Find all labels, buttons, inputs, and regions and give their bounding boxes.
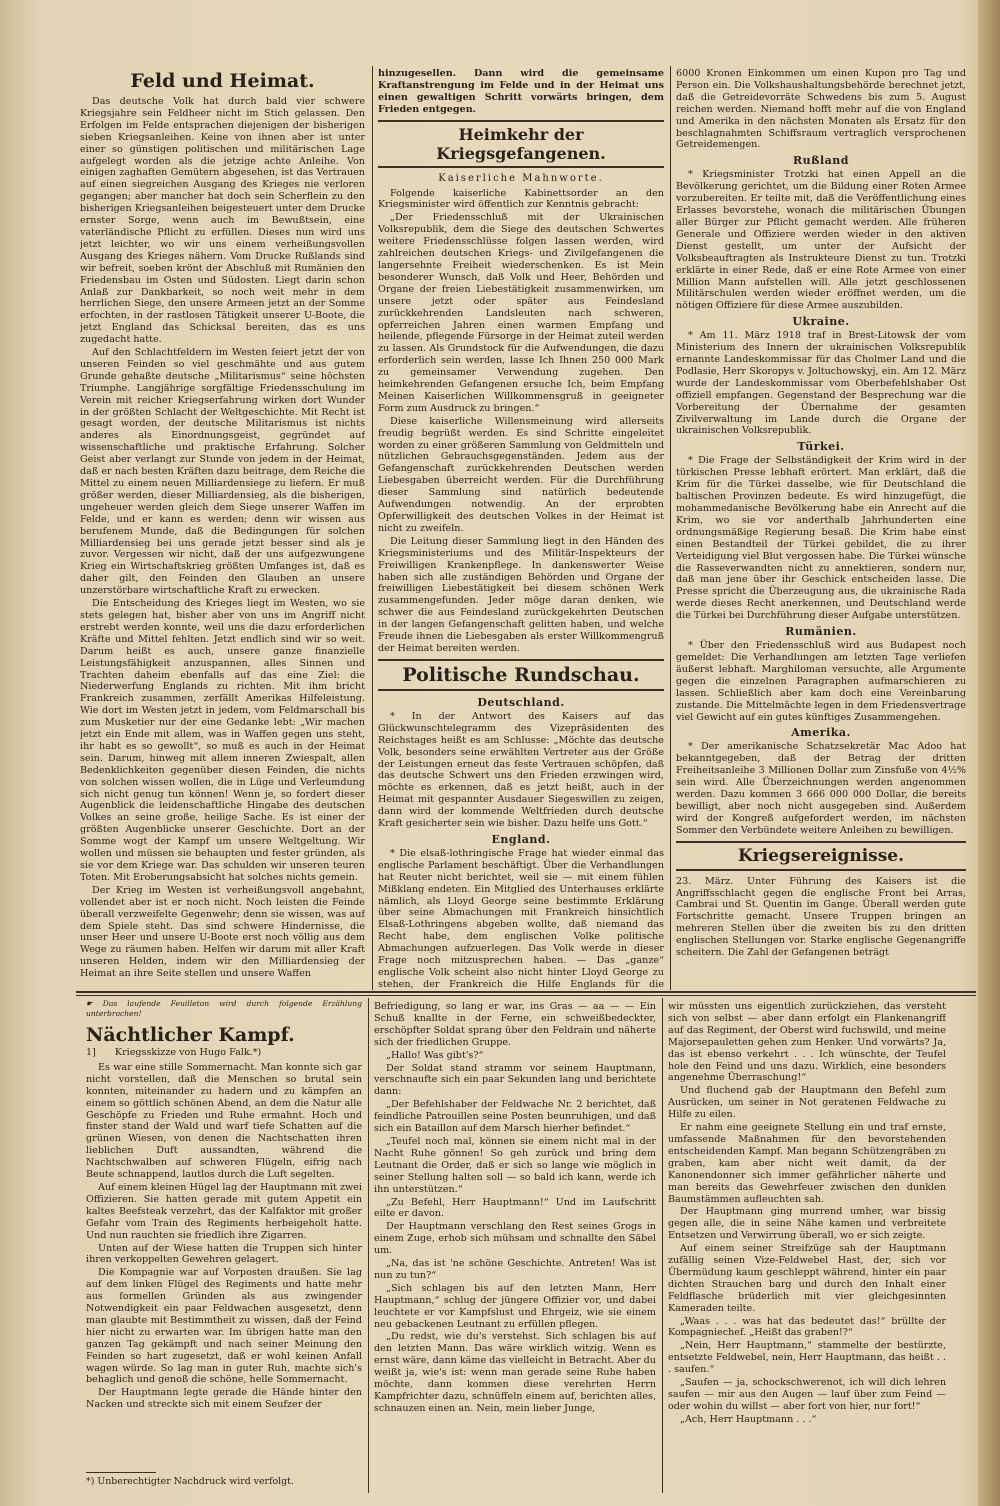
paragraph: Er nahm eine geeignete Stellung ein und traf ernste, umfassende Maßnahmen für den bevorstehenden entscheidenden Kampf. Man begann Schützengräben zu graben, kam aber nicht weit damit, da der Kanonendonner sich immer gefährlicher näherte und man bereits das Gewehrfeuer zwischen den dunklen Baumstämmen aufleuchten sah.	[668, 1122, 946, 1205]
column-rule	[670, 66, 671, 990]
footnote: *) Unberechtigter Nachdruck wird verfolgt.	[86, 1476, 294, 1487]
paragraph: „Du redst, wie du's verstehst. Sich schlagen bis auf den letzten Mann. Das wäre wirklich witzig. Wenn es ernst wäre, dann käme das vielleicht in Betracht. Aber du weißt ja, wie's ist: wenn man gerade seine Ruhe haben möchte, dann kommen diese verehrten Herrn Kampfrichter dazu, schnüffeln einem auf, berichten alles, schnauzen einen an. Nein, mein lieber Junge,	[374, 1331, 656, 1414]
paragraph: Der Krieg im Westen ist verheißungsvoll angebahnt, vollendet aber ist er noch nicht. Noch leisten die Feinde überall verzweifelte Gegenwehr; denn sie wissen, was auf dem Spiele steht. Das sind schwere Hindernisse, die unser Heer und unsere U-Boote erst noch völlig aus dem Wege zu räumen haben. Helfen wir darum mit aller Kraft unseren Helden, indem wir den Milliardensieg der Heimat an ihre Seite stellen und unsere Waffen	[80, 884, 365, 980]
section-deutschland: Deutschland.	[477, 695, 565, 709]
heading-box	[676, 841, 966, 871]
paragraph: Auf einem seiner Streifzüge sah der Hauptmann zufällig seinen Vize-Feldwebel Hast, der, sich vor Übermüdung kaum geschleppt während, hinter ein paar dichten Strauchen barg und durch den Inhalt einer Feldflasche brüderlich mit vier gleichgesinnten Kameraden teilte.	[668, 1243, 946, 1314]
paragraph: * Am 11. März 1918 traf in Brest-Litowsk der vom Ministerium des Innern der ukrainischen Volksrepublik ernannte Landeskommissar für das Cholmer Land und die Podlasie, Herr Skoropys v. Joltuchowskyj, ein. Am 12. März wurde der Landeskommissar vom Oberbefehlshaber Ost offiziell empfangen. Gegenstand der Besprechung war die Vorbereitung der Übernahme der gesamten Zivilverwaltung im Lande durch die Organe der ukrainischen Volksrepublik.	[676, 330, 966, 437]
paragraph: Der Soldat stand stramm vor seinem Hauptmann, verschnaufte sich ein paar Sekunden lang und berichtete dann:	[374, 1062, 656, 1098]
column-right	[676, 68, 966, 990]
section-ukraine: Ukraine.	[792, 315, 850, 329]
paragraph: Die Entscheidung des Krieges liegt im Westen, wo sie stets gelegen hat, bisher aber von uns im Angriff nicht erstrebt werden konnte, weil uns die dazu erforderlichen Kräfte und Mittel fehlten. Jetzt endlich sind wir so weit. Darum heißt es auch, unsere ganze finanzielle Leistungsfähigkeit anzuspannen, alles Sinnen und Trachten daheim ebenfalls auf das eine Ziel: die Niederwerfung Englands zu richten. Mit ihm bricht Frankreich zusammen, zerfällt Amerikas Hilfeleistung. Wie dort im Westen jetzt in jedem, vom Feldmarschall bis zum Musketier nur der eine Gedanke lebt: „Wir machen jetzt ein Ende mit allem, was in Waffen gegen uns steht, ihr habt es so gewollt“, so muß es auch in der Heimat sein. Darum, hinweg mit allem inneren Zwiespalt, allen Bedenklichkeiten gegenüber diesen Feinden, die nichts von solchen wissen wollen, die in Lüge und Verleumdung sich nicht genug tun können! Wenn je, so fordert dieser Augenblick die leidenschaftliche Hingabe des deutschen Volkes an seine große, heilige Sache. Es ist einer der größten Augenblicke unserer Geschichte. Dort an der Somme wogt der Kampf um unsere Weltgeltung. Wir wollen und müssen sie behaupten und fester gründen, als sie vor dem Kriege war. Das schulden wir unseren teuren Toten. Mit Eroberungsabsicht hat solches nichts gemein.	[80, 598, 365, 883]
footnote-rule	[86, 1472, 156, 1473]
paragraph: Die Kompagnie war auf Vorposten draußen. Sie lag auf dem linken Flügel des Regiments und hatte mehr aus formellen Gründen als aus zwingender Notwendigkeit ein paar Feldwachen ausgesetzt, denn man glaubte mit Bestimmtheit zu wissen, daß der Feind hier nicht zu erwarten war. Im übrigen hatte man den ganzen Tag gekämpft und nach seiner Meinung den Feinden so hart zugesetzt, daß er wohl keinen Anfall wagen würde. So lag man in guter Ruh, machte sich's behaglich und genoß die schöne, helle Sommernacht.	[86, 1267, 362, 1386]
feuilleton-byline-row	[86, 1047, 362, 1059]
headline-politische-rundschau: Politische Rundschau.	[402, 663, 640, 686]
paragraph: Auf den Schlachtfeldern im Westen feiert jetzt der von unseren Feinden so viel geschmähte und aus gutem Grunde gehaßte deutsche „Militarismus“ seine höchsten Triumphe. Langjährige sorgfältige Friedensschulung im Verein mit reicher Kriegserfahrung wirken dort Wunder in der größten Schlacht der Weltgeschichte. Mit Recht ist gesagt worden, der deutsche Militarismus ist nichts anderes als Einordnungsgeist, gegründet auf wissenschaftliche und praktische Erfahrung. Solcher Geist aber verlangt zur Stunde von jedem in der Heimat, daß er nach besten Kräften dazu beitrage, dem Reiche die Mittel zu einem neuen Milliardensiege zu liefern. Er muß größer werden, dieser Milliardensieg, als die bisherigen, ungeheuer werden gleich dem Siege unserer Waffen im Felde, und er kann es werden; denn wir wissen aus berufenem Munde, daß die Bedingungen für solchen Milliardensieg bei uns gerade jetzt besser sind als je zuvor. Vergessen wir nicht, daß der uns aufgezwungene Krieg ein Wirtschaftskrieg größten Umfanges ist, daß es daher gilt, den Feinden den Glauben an unsere unzerstörbare wirtschaftliche Kraft zu erwecken.	[80, 347, 365, 597]
paragraph: „Der Friedensschluß mit der Ukrainischen Volksrepublik, dem die Siege des deutschen Schwertes weitere Friedensschlüsse folgen lassen werden, wird zahlreichen deutschen Kriegs- und Zivilgefangenen die langersehnte Freiheit wiederschenken. Es ist Mein besonderer Wunsch, daß Volk und Heer, Behörden und Organe der freien Liebestätigkeit zusammenwirken, um unsere jetzt oder später aus Feindesland zurückkehrenden Landsleuten nach schweren, opferreichen Jahren einen warmen Empfang und heilende, pflegende Fürsorge in der Heimat zuteil werden zu lassen. Als Grundstock für die Aufwendungen, die dazu erforderlich sein werden, lasse Ich Ihnen 250 000 Mark zu gemeinsamer Verwendung zugehen. Den heimkehrenden Gefangenen ersuche Ich, beim Empfang Meinen Kaiserlichen Willkommensgruß in geeigneter Form zum Ausdruck zu bringen.“	[378, 212, 664, 414]
paragraph: * Kriegsminister Trotzki hat einen Appell an die Bevölkerung gerichtet, um die Bildung einer Roten Armee vorzubereiten. Er teilte mit, daß die Veröffentlichung eines Erlasses bevorstehe, wonach die militärischen Übungen aller Bürger zur Pflicht gemacht werden. Alle früheren Generale und Offiziere werden wieder in den aktiven Dienst gestellt, um unter der Aufsicht der Volksbeauftragten als Instrukteure Dienst zu tun. Trotzki erklärte in einer Rede, daß er eine Rote Armee von einer Million Mann aufstellen will. Alle jetzt geschlossenen Militärschulen werden wieder eröffnet werden, um die nötigen Offiziere für diese Armee auszubilden.	[676, 169, 966, 312]
section-rumaenien: Rumänien.	[785, 625, 857, 639]
paragraph: Der Hauptmann ging murrend umher, war bissig gegen alle, die in seine Nähe kamen und verbreitete Entsetzen und Verwirrung überall, wo er sich zeigte.	[668, 1206, 946, 1242]
column-feld-und-heimat	[80, 68, 365, 990]
paragraph: * Der amerikanische Schatzsekretär Mac Adoo hat bekanntgegeben, daß der Betrag der dritten Freiheitsanleihe 3 Millionen Dollar zum Zinsfuße von 4½% sein wird. Alle Überzeichnungen werden angenommen werden. Dazu kommen 3 666 000 000 Dollar, die bereits bewilligt, aber noch nicht ausgegeben sind. Außerdem wird der Kongreß aufgefordert werden, im nächsten Sommer den Verbündete weitere Anleihen zu bewilligen.	[676, 741, 966, 836]
feuilleton-column-2	[374, 1001, 656, 1493]
paragraph: * Die elsaß-lothringische Frage hat wieder einmal das englische Parlament beschäftigt. Über die Verhandlungen hat Reuter nicht berichtet, weil sie — mit einem fühlen Mißklang endeten. Ein Mitglied des Unterhauses erklärte nämlich, als Lloyd George seine bestimmte Erklärung über seine Abmachungen mit Frankreich hinsichtlich Elsaß-Lothringens abgeben wollte, daß niemand das Recht habe, dem englischen Volke politische Abmachungen aufzuerlegen. Das Volk werde in dieser Frage noch mitzusprechen haben. — Das „ganze“ englische Volk scheint also nicht hinter Lloyd George zu stehen, der Frankreich die Hilfe Englands für die	[378, 847, 664, 990]
installment-number: 1]	[86, 1047, 96, 1058]
paragraph: * Über den Friedensschluß wird aus Budapest noch gemeldet: Die Verhandlungen am letzten Tage verliefen äußerst lebhaft. Marghiloman versuchte, alle Argumente gegen die einzelnen Paragraphen aufmarschieren zu lassen. Schließlich aber kam doch eine Vereinbarung zustande. Die Mittelmächte legen in dem Friedensvertrage viel Gewicht auf ein gutes künftiges Zusammengehen.	[676, 640, 966, 723]
paragraph: 23. März. Unter Führung des Kaisers ist die Angriffsschlacht gegen die englische Front bei Arras, Cambrai und St. Quentin im Gange. Überall werden gute Fortschritte gemacht. Unsere Truppen bringen an mehreren Stellen über die zweiten bis zu den dritten englischen Stellungen vor. Starke englische Gegenangriffe scheitern. Die Zahl der Gefangenen beträgt	[676, 875, 966, 959]
column-rule	[368, 998, 369, 1493]
paragraph: Folgende kaiserliche Kabinettsorder an den Kriegsminister wird öffentlich zur Kenntnis gebracht:	[378, 187, 664, 211]
paragraph: Der Hauptmann legte gerade die Hände hinter den Nacken und streckte sich mit einem Seufzer der	[86, 1387, 362, 1411]
paragraph: „Sich schlagen bis auf den letzten Mann, Herr Hauptmann,“ schlug der jüngere Offizier vor, und dabei leuchtete er vor Kampfslust und Ehrgeiz, wie sie einem neu gebackenen Leutnant zu erfüllen pflegen.	[374, 1282, 656, 1330]
paragraph: „Ach, Herr Hauptmann . . .“	[680, 1413, 817, 1425]
paragraph: Auf einem kleinen Hügel lag der Hauptmann mit zwei Offizieren. Sie hatten gerade mit gutem Appetit ein kaltes Beefsteak verzehrt, das der Kalfaktor mit großer Gefahr vom Train des Regiments herbeigeholt hatte. Und nun rauchten sie friedlich ihre Zigarren.	[86, 1181, 362, 1241]
column-middle	[378, 68, 664, 990]
section-tuerkei: Türkei.	[797, 440, 845, 454]
headline-kriegsereignisse: Kriegsereignisse.	[737, 845, 905, 866]
section-england: England.	[491, 832, 551, 846]
paragraph-continuation: 6000 Kronen Einkommen um einen Kupon pro Tag und Person ein. Die Volkshaushaltungsbehörde berechnet jetzt, daß die Getreidevorräte Schwedens bis zum 5. August reichen werden. Niemand hofft mehr auf die von England und Amerika in den nächsten Monaten als Ersatz für den beschlagnahmten Schiffsraum vertraglich versprochenen Getreidemengen.	[676, 68, 966, 151]
headline-heimkehr: Heimkehr der Kriegsgefangenen.	[436, 124, 606, 163]
paragraph: Die Leitung dieser Sammlung liegt in den Händen des Kriegsministeriums und des Militär-Inspekteurs der Freiwilligen Krankenpflege. In dankenswerter Weise haben sich alle zuständigen Behörden und Organe der freiwilligen Liebestätigkeit bei diesem schönen Werk zusammengefunden. Jeder möge daran denken, wie schwer die aus Feindesland zurückgekehrten Deutschen in der langen Gefangenschaft gelitten haben, und welche Freude ihnen die Liebesgaben als erster Willkommengruß der Heimat bereiten werden.	[378, 535, 664, 654]
feuilleton-byline: Kriegsskizze von Hugo Falk.*)	[114, 1047, 262, 1058]
paragraph: * Die Frage der Selbständigkeit der Krim wird in der türkischen Presse lebhaft erörtert. Man erklärt, daß die Krim für die Türkei dasselbe, wie für Deutschland die baltischen Provinzen bedeute. Es wird hinzugefügt, die mohammedanische Bevölkerung habe ein Anrecht auf die Krim, wo sie vor anderthalb Jahrhunderten eine ordnungsmäßige Regierung besaß. Die Krim habe einst einen Bestandteil der Türkei gebildet, die zu ihrer Verteidigung viel Blut vergossen habe. Die Türkei wünsche die Rasseverwandten nicht zu annektieren, sondern nur, daß man jene über ihr Geschick entscheiden lasse. Die Presse spricht die Überzeugung aus, die ukrainische Rada werde dieses Recht anerkennen, und Deutschland werde die Türkei bei Durchführung dieser Aufgabe unterstützen.	[676, 455, 966, 622]
page-edge	[978, 0, 1000, 1506]
feuilleton-title: Nächtlicher Kampf.	[86, 1024, 295, 1046]
feuilleton-column-3	[668, 1001, 946, 1493]
subheadline: Kaiserliche Mahnworte.	[438, 172, 604, 184]
paragraph: „Waas . . . was hat das bedeutet das!“ brüllte der Kompagniechef. „Heißt das graben!?“	[668, 1315, 946, 1339]
paragraph: „Saufen — ja, schockschwerenot, ich will dich lehren saufen — mir aus den Augen — lauf über zum Feind — oder wohin du willst — aber fort von hier, nur fort!“	[668, 1377, 946, 1412]
paragraph: Es war eine stille Sommernacht. Man konnte sich gar nicht vorstellen, daß die Menschen so brutal sein konnten, miteinander zu hadern und zu kämpfen an einem so göttlich schönen Abend, an dem die Natur alle Geschöpfe zu Frieden und Ruhe ermahnt. Hoch und finster stand der Wald und warf tiefe Schatten auf die grünen Wiesen, von denen die Nachtschatten ihren lieblichen Duft aussandten, während die Nachtschwalben auf schweren Flügeln, eifrig nach Beute schnappend, lautlos durch die Luft segelten.	[86, 1061, 362, 1181]
paragraph: wir müssten uns eigentlich zurückziehen, das versteht sich von selbst — aber dann erfolgt ein Flankenangriff auf das Regiment, der Oberst wird fuchswild, und meine Majorsepauletten gehen zum Henker. Und vorwärts? Ja, das ist ebenso verkehrt . . . Ich wünschte, der Teufel hole den Feind und uns dazu. Wirklich, eine besonders angenehme Überraschung!“	[668, 1001, 946, 1084]
feuilleton-column-1	[86, 999, 362, 1469]
paragraph: „Hallo! Was gibt's?“	[386, 1049, 484, 1061]
feuilleton-separator	[76, 995, 976, 996]
heading-box	[378, 659, 664, 691]
paragraph: „Nein, Herr Hauptmann,“ stammelte der bestürzte, entsetzte Feldwebel, nein, Herr Hauptmann, das heißt . . . saufen.“	[668, 1340, 946, 1376]
paragraph-continuation: hinzugesellen. Dann wird die gemeinsame Kraftanstrengung im Felde und in der Heimat uns einen gewaltigen Schritt vorwärts bringen, dem Frieden entgegen.	[378, 68, 664, 115]
paragraph: Und fluchend gab der Hauptmann den Befehl zum Ausrücken, um seiner in Not geratenen Feldwache zu Hilfe zu eilen.	[668, 1085, 946, 1121]
paragraph: Unten auf der Wiese hatten die Truppen sich hinter ihren verkoppelten Gewehren gelagert.	[86, 1242, 362, 1266]
paragraph: „Der Befehlshaber der Feldwache Nr. 2 berichtet, daß feindliche Patrouillen seine Posten beunruhigen, und daß sich ein Bataillon auf dem Marsch hierher befindet.“	[374, 1099, 656, 1135]
paragraph: „Zu Befehl, Herr Hauptmann!“ Und im Laufschritt eilte er davon.	[374, 1196, 656, 1220]
feuilleton-title-row	[86, 1021, 362, 1047]
paragraph: Der Hauptmann verschlang den Rest seines Grogs in einem Zuge, erhob sich mühsam und schnallte den Säbel um.	[374, 1221, 656, 1257]
paragraph: Diese kaiserliche Willensmeinung wird allerseits freudig begrüßt werden. Es sind Schritte eingeleitet worden zu einer größeren Sammlung von Geldmitteln und nützlichen Gebrauchsgegenständen. Jedem aus der Gefangenschaft zurückkehrenden Deutschen werden Liebesgaben überreicht werden. Für die Durchführung dieser Sammlung sind natürlich bedeutende Aufwendungen notwendig. An der erprobten Opferwilligkeit des deutschen Volkes in der Heimat ist nicht zu zweifeln.	[378, 415, 664, 534]
paragraph: * In der Antwort des Kaisers auf das Glückwunschtelegramm des Vizepräsidenten des Reichstages heißt es am Schlusse: „Möchte das deutsche Volk, besonders seine erwählten Vertreter aus der Größe der Leistungen erneut das feste Vertrauen schöpfen, daß das deutsche Schwert uns den Frieden erzwingen wird, möchte es erkennen, daß es jetzt heißt, auch in der Heimat mit gespannter Ausdauer Siegeswillen zu zeigen, dann wird der kommende Weltfrieden durch deutsche Kraft gesicherter sein wie bisher. Dazu helfe uns Gott.“	[378, 710, 664, 830]
feuilleton-separator	[76, 991, 976, 993]
section-russland: Rußland	[793, 154, 849, 168]
paragraph: „Teufel noch mal, können sie einem nicht mal in der Nacht Ruhe gönnen! So geh zurück und bring dem Leutnant die Order, daß er sich so lange wie möglich in seiner Stellung halten soll — so bald ich kann, werde ich ihn unterstützen.“	[374, 1135, 656, 1195]
headline-feld-und-heimat: Feld und Heimat.	[130, 70, 315, 92]
feuilleton-notice: ☛ Das laufende Feuilleton wird durch folgende Erzählung unterbrochen!	[86, 999, 362, 1018]
paragraph: Das deutsche Volk hat durch bald vier schwere Kriegsjahre sein Feldheer nicht im Stich gelassen. Den Erfolgen im Felde entsprachen diejenigen der bisherigen sieben Kriegsanleihen. Keine von ihnen aber ist unter einer so günstigen politischen und militärischen Lage aufgelegt worden als die jetzige achte Anleihe. Von einigen zaghaften Gemütern abgesehen, ist das Vertrauen auf einen siegreichen Ausgang des Krieges nie verloren gegangen; aber mancher hat doch sein Scherflein zu den bisherigen Kriegsanleihen beigesteuert unter dem Drucke ernster Sorge, wenn auch im Bewußtsein, eine vaterländische Pflicht zu erfüllen. Dieses nun wird uns jetzt leichter, wo wir uns einem verheißungsvollen Ausgang des Krieges nähern. Vom Drucke Rußlands sind wir befreit, soeben krönt der Abschluß mit Rumänien den Friedensbau im Osten und Südosten. Liegt darin schon Anlaß zur Dankbarkeit, so noch weit mehr in dem herrlichen Siege, den unsere Armeen jetzt an der Somme erfochten, in der rastlosen Tätigkeit unserer U-Boote, die jetzt England das Schicksal bereiten, das es uns zugedacht hatte.	[80, 96, 365, 346]
column-rule	[372, 66, 373, 990]
paragraph: Befriedigung, so lang er war, ins Gras — aa — — Ein Schuß knallte in der Ferne, ein schweißbedeckter, erschöpfter Soldat sprang über den Feldrain und näherte sich der friedlichen Gruppe.	[374, 1001, 656, 1048]
section-amerika: Amerika.	[791, 726, 851, 740]
column-rule	[662, 998, 663, 1493]
heading-box	[378, 120, 664, 168]
paragraph: „Na, das ist 'ne schöne Geschichte. Antreten! Was ist nun zu tun?“	[374, 1258, 656, 1281]
